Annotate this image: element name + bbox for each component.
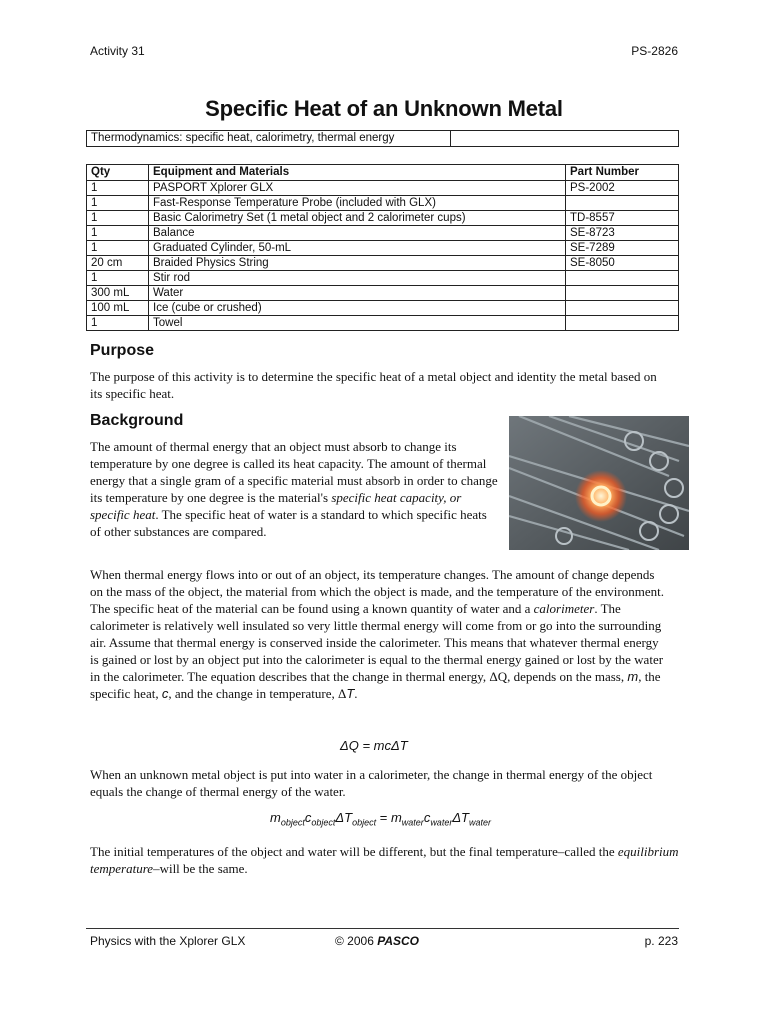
equipment-row — [87, 286, 679, 301]
page-title: Specific Heat of an Unknown Metal — [205, 96, 563, 121]
purpose-text: The purpose of this activity is to determine the specific heat of a metal object and identity the metal based on its specific heat. — [90, 369, 657, 401]
background-heading: Background — [90, 412, 184, 429]
equipment-row — [87, 256, 679, 271]
equipment-cell: Water — [149, 286, 566, 301]
equipment-cell: Stir rod — [149, 271, 566, 286]
footer-book-title: Physics with the Xplorer GLX — [90, 934, 246, 948]
qty-cell: 1 — [87, 271, 149, 286]
equipment-cell: Graduated Cylinder, 50-mL — [149, 241, 566, 256]
qty-cell: 300 mL — [87, 286, 149, 301]
equipment-cell: Ice (cube or crushed) — [149, 301, 566, 316]
equipment-rows — [87, 181, 679, 331]
col-part-number: Part Number — [566, 165, 679, 181]
part-number-cell: PS-2002 — [566, 181, 679, 196]
qty-cell: 100 mL — [87, 301, 149, 316]
footer-page-number: p. 223 — [644, 934, 678, 948]
qty-cell: 20 cm — [87, 256, 149, 271]
product-code: PS-2826 — [631, 44, 678, 58]
qty-cell: 1 — [87, 241, 149, 256]
part-number-cell — [566, 196, 679, 211]
equipment-cell: Braided Physics String — [149, 256, 566, 271]
equipment-cell: Basic Calorimetry Set (1 metal object and 2 calorimeter cups) — [149, 211, 566, 226]
col-qty: Qty — [87, 165, 149, 181]
equipment-row — [87, 211, 679, 226]
part-number-cell — [566, 316, 679, 331]
part-number-cell: TD-8557 — [566, 211, 679, 226]
equation-balance: $m_{object}c_{object}\Delta T_{object} = m_{water}c_{water}\Delta T_{water}$ — [270, 810, 492, 828]
topics-cell: Thermodynamics: specific heat, calorimetry, thermal energy — [87, 131, 451, 147]
equipment-row — [87, 271, 679, 286]
qty-cell: 1 — [87, 211, 149, 226]
part-number-cell: SE-7289 — [566, 241, 679, 256]
footer-rule — [86, 928, 679, 929]
topics-empty-cell — [451, 131, 679, 147]
qty-cell: 1 — [87, 181, 149, 196]
qty-cell: 1 — [87, 196, 149, 211]
equipment-row — [87, 301, 679, 316]
equipment-cell: Towel — [149, 316, 566, 331]
background-paragraph-1: The amount of thermal energy that an object must absorb to change its temperature by one degree is called its heat capacity. The amount of thermal energy that a single gram of a specific material must absorb in order to change its temperature by one degree is the material's specific heat capacity, or specific heat. The specific heat of water is a standard to which specific heats of other substances are compared. — [90, 439, 498, 539]
qty-cell: 1 — [87, 316, 149, 331]
equation-heat: ΔQ = mcΔT — [340, 738, 408, 753]
equipment-table — [86, 164, 679, 331]
part-number-cell: SE-8050 — [566, 256, 679, 271]
qty-cell: 1 — [87, 226, 149, 241]
equipment-cell: Fast-Response Temperature Probe (included with GLX) — [149, 196, 566, 211]
equipment-cell: Balance — [149, 226, 566, 241]
equipment-row — [87, 316, 679, 331]
heated-metal-photo — [509, 416, 689, 550]
background-paragraph-3: When an unknown metal object is put into water in a calorimeter, the change in thermal energy of the object equals the change of thermal energy of the water. — [90, 767, 653, 799]
part-number-cell: SE-8723 — [566, 226, 679, 241]
part-number-cell — [566, 301, 679, 316]
equipment-cell: PASPORT Xplorer GLX — [149, 181, 566, 196]
col-equipment: Equipment and Materials — [149, 165, 566, 181]
background-paragraph-4: The initial temperatures of the object and water will be different, but the final temperature–called the equilibrium temperature–will be the same. — [90, 844, 679, 876]
equipment-row — [87, 226, 679, 241]
part-number-cell — [566, 271, 679, 286]
activity-label: Activity 31 — [90, 44, 145, 58]
purpose-heading: Purpose — [90, 342, 155, 359]
topics-table — [86, 130, 679, 147]
equipment-row — [87, 196, 679, 211]
equipment-row — [87, 181, 679, 196]
footer-copyright: © 2006 PASCO — [335, 934, 420, 948]
part-number-cell — [566, 286, 679, 301]
equipment-row — [87, 241, 679, 256]
background-paragraph-2: When thermal energy flows into or out of an object, its temperature changes. The amount of change depends on the mass of the object, the material from which the object is made, and the temperature of the environment. The specific heat of the material can be found using a known quantity of water and a calorimeter. The calorimeter is relatively well insulated so very little thermal energy will come from or go into the surrounding air. Assume that thermal energy is conserved inside the calorimeter. This means that whatever thermal energy is gained or lost by an object put into the calorimeter is equal to the thermal energy gained or lost by the water in the calorimeter. The equation describes that the change in thermal energy, ΔQ, depends on the mass, m, the specific heat, c, and the change in temperature, ΔT. — [90, 567, 664, 701]
